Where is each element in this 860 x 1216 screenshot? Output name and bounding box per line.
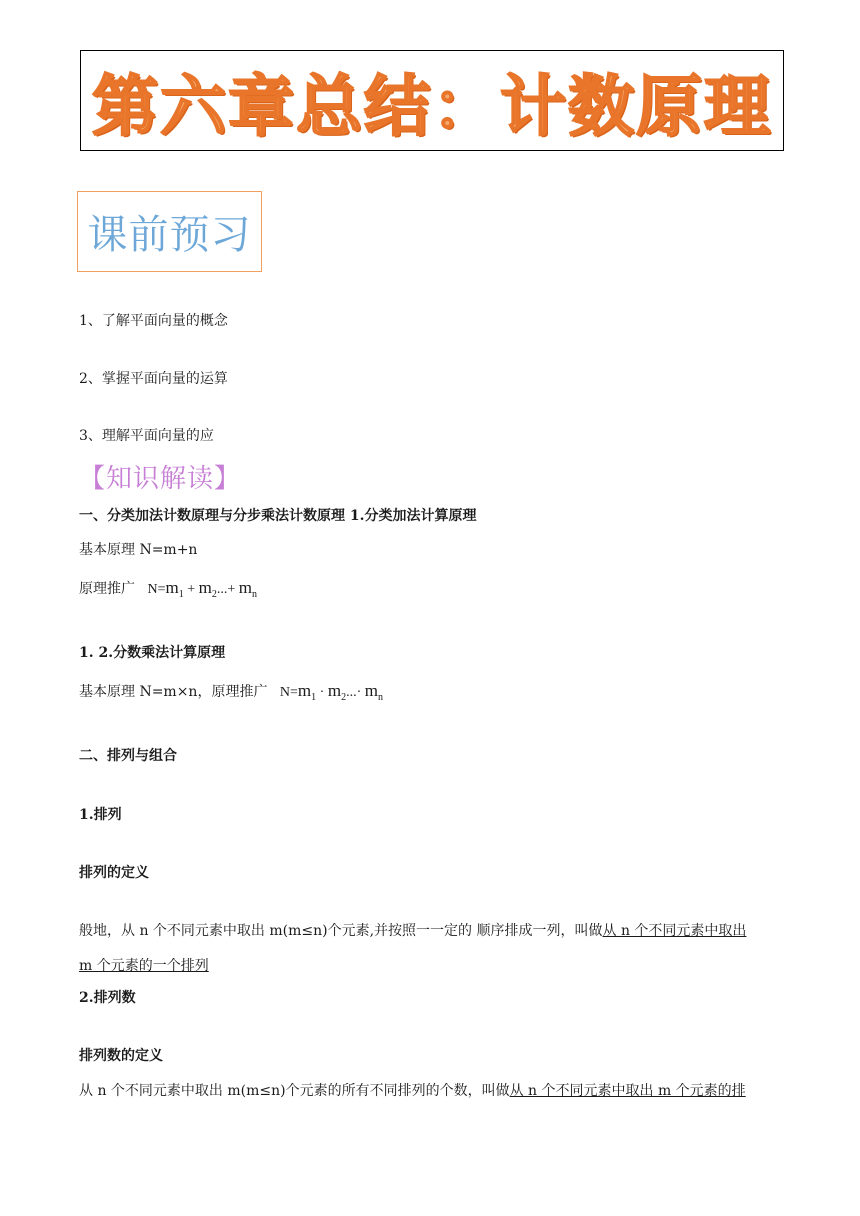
- perm-count-definition-heading: 排列数的定义: [79, 1048, 163, 1064]
- perm-count-heading: 2.排列数: [79, 990, 136, 1006]
- formula-term: m: [198, 578, 212, 597]
- add-basic-principle: 基本原理 N=m+n: [79, 542, 198, 558]
- preview-heading-box: [77, 191, 262, 272]
- formula-operator: +: [187, 582, 196, 597]
- objective-2: 2、掌握平面向量的运算: [79, 371, 228, 387]
- formula-operator: ·: [319, 685, 325, 700]
- section1-heading: 一、分类加法计数原理与分步乘法计数原理 1.分类加法计算原理: [79, 508, 477, 524]
- mult-basic-principle: 基本原理 N=m×n，原理推广: [79, 684, 268, 700]
- formula-subscript: 1: [178, 589, 184, 600]
- perm-count-definition-line: [79, 1081, 746, 1101]
- add-extension-formula: [147, 578, 257, 600]
- perm-count-text: 从 n 个不同元素中取出 m(m≤n)个元素的所有不同排列的个数，叫做: [79, 1083, 510, 1099]
- mult-principle-line: [79, 681, 383, 708]
- formula-subscript: n: [377, 692, 383, 703]
- knowledge-heading: 【知识解读】: [79, 464, 242, 494]
- perm-heading: 1.排列: [79, 807, 122, 823]
- chapter-title-banner: [80, 50, 784, 151]
- formula-subscript: 2: [341, 692, 347, 703]
- preview-heading: 课前预习: [87, 212, 252, 258]
- chapter-title: 第六章总结：计数原理: [92, 68, 772, 145]
- formula-term: m: [327, 681, 342, 700]
- perm-definition-heading: 排列的定义: [79, 865, 149, 881]
- formula-subscript: 1: [311, 692, 317, 703]
- formula-term: m: [165, 578, 179, 597]
- perm-definition-line1: [79, 921, 746, 941]
- formula-subscript: n: [251, 589, 257, 600]
- add-extension-label: 原理推广: [79, 581, 135, 597]
- objective-3: 3、理解平面向量的应: [79, 428, 214, 444]
- add-extension-line: [79, 578, 257, 605]
- formula-ellipsis: ...·: [346, 685, 362, 700]
- formula-prefix: N=: [279, 685, 298, 700]
- formula-subscript: 2: [211, 589, 217, 600]
- mult-extension-formula: [279, 681, 383, 703]
- formula-term: m: [364, 681, 378, 700]
- perm-definition-text: 般地，从 n 个不同元素中取出 m(m≤n)个元素,并按照一一定的 顺序排成一列，叫做: [79, 923, 603, 939]
- formula-term: m: [297, 681, 312, 700]
- formula-ellipsis: ...+: [216, 582, 236, 597]
- perm-count-underlined: 从 n 个不同元素中取出 m 个元素的排: [509, 1083, 746, 1099]
- formula-term: m: [238, 578, 252, 597]
- formula-prefix: N=: [147, 582, 166, 597]
- perm-definition-underlined: 从 n 个不同元素中取出: [602, 923, 747, 939]
- section2-heading: 二、排列与组合: [79, 748, 177, 764]
- mult-heading: 1. 2.分数乘法计算原理: [79, 645, 226, 661]
- objective-1: 1、了解平面向量的概念: [79, 313, 228, 329]
- perm-definition-line2: m 个元素的一个排列: [79, 958, 209, 974]
